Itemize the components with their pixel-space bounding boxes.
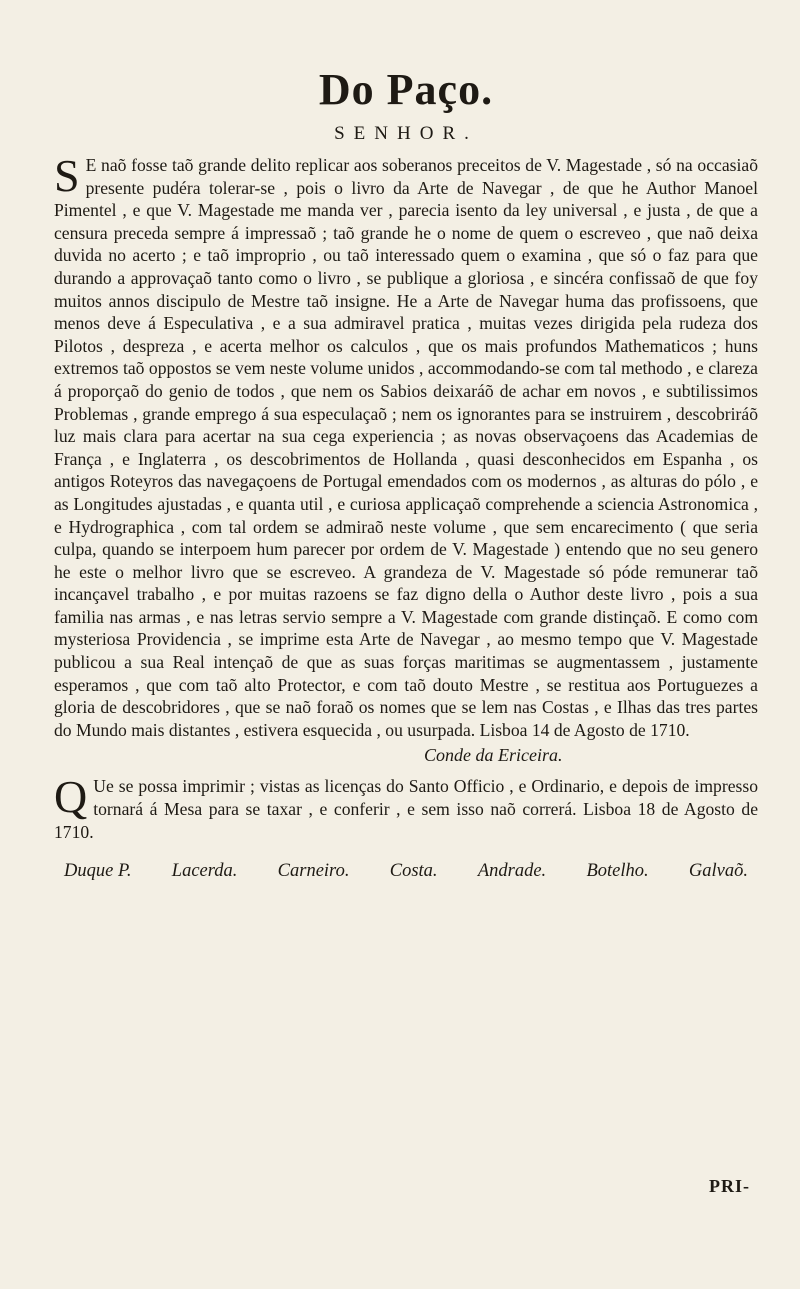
- censor-letter: [54, 150, 758, 741]
- license-paragraph: [54, 771, 758, 843]
- salutation: SENHOR.: [334, 123, 478, 144]
- catchword: PRI-: [709, 1176, 750, 1196]
- license-dropcap: Q: [54, 771, 88, 823]
- signer: Carneiro.: [277, 861, 350, 882]
- signer: Costa.: [389, 861, 438, 882]
- signer: Duque P.: [64, 861, 132, 882]
- signer: Andrade.: [477, 861, 547, 882]
- signer: Lacerda.: [171, 861, 238, 882]
- license-body: Ue se possa imprimir ; vistas as licenças do Santo Officio , e Ordinario, e depois de impresso tornará á Mesa para se taxar , e conferir , e sem isso naõ correrá. Lisboa 18 de Agosto de 1710.: [54, 776, 758, 842]
- signer: Botelho.: [586, 861, 649, 882]
- letter-dropcap: S: [54, 150, 80, 201]
- signers-line: [64, 859, 748, 883]
- letter-signature: Conde da Ericeira.: [424, 745, 563, 766]
- letter-body: E naõ fosse taõ grande delito replicar aos soberanos preceitos de V. Magestade , só na occasiaõ presente pudéra tolerar-se , pois o livro da Arte de Navegar , de que he Author Manoel Pimentel , e que V. Magestade me manda ver , parecia isento da ley universal , e justa , de que a censura preceda sempre á impressaõ ; taõ grande he o nome de quem o escreveo , que naõ deixa duvida no acerto ; e taõ improprio , ou taõ interessado quem o examina , que só o faz para que durando a approvaçaõ tanto como o livro , se publique a gloriosa , e sincéra confissaõ de que foy muitos annos discipulo de Mestre taõ insigne. He a Arte de Navegar huma das profissoens, que menos deve á Especulativa , e a sua admiravel pratica , muitas vezes dirigida pela rudeza dos Pilotos , despreza , e acerta melhor os calculos , que os mais profundos Mathematicos ; huns extremos taõ oppostos se vem neste volume unidos , accommodando-se com tal methodo , e clareza á proporçaõ do genio de todos , que nem os Sabios deixaráõ de achar em novos , e subtilissimos Problemas , grande emprego á sua especulaçaõ ; nem os ignorantes para se instruirem , descobriráõ luz mais clara para acertar na sua cega experiencia ; as novas observaçoens das Academias de França , e Inglaterra , os descobrimentos de Hollanda , quasi desconhecidos em Espanha , os antigos Roteyros das navegaçoens de Portugal emendados com os modernos , as alturas do pólo , e as Longitudes ajustadas , e quanta util , e curiosa applicaçaõ comprehende a sciencia Astronomica , e Hydrographica , com tal ordem se admiraõ neste volume , que sem encarecimento ( que seria culpa, quando se interpoem hum parecer por ordem de V. Magestade ) entendo que no seu genero he este o melhor livro que se escreveo. A grandeza de V. Magestade só póde remunerar taõ incançavel trabalho , e por muitas razoens se faz digno della o Author deste livro , pois a sua familia nas armas , e nas letras servio sempre a V. Magestade com grande distinçaõ. E como com mysteriosa Providencia , se imprime esta Arte de Navegar , ao mesmo tempo que V. Magestade publicou a sua Real intençaõ de que as suas forças maritimas se augmentassem , justamente esperamos , que com taõ alto Protector, e com taõ douto Mestre , se restitua aos Portuguezes a gloria de descobridores , que se naõ foraõ os nomes que se lem nas Costas , e Ilhas das tres partes do Mundo mais distantes , estivera esquecida , ou usurpada. Lisboa 14 de Agosto de 1710.: [54, 155, 758, 740]
- page-title: Do Paço.: [318, 65, 494, 114]
- signer: Galvaõ.: [688, 861, 748, 882]
